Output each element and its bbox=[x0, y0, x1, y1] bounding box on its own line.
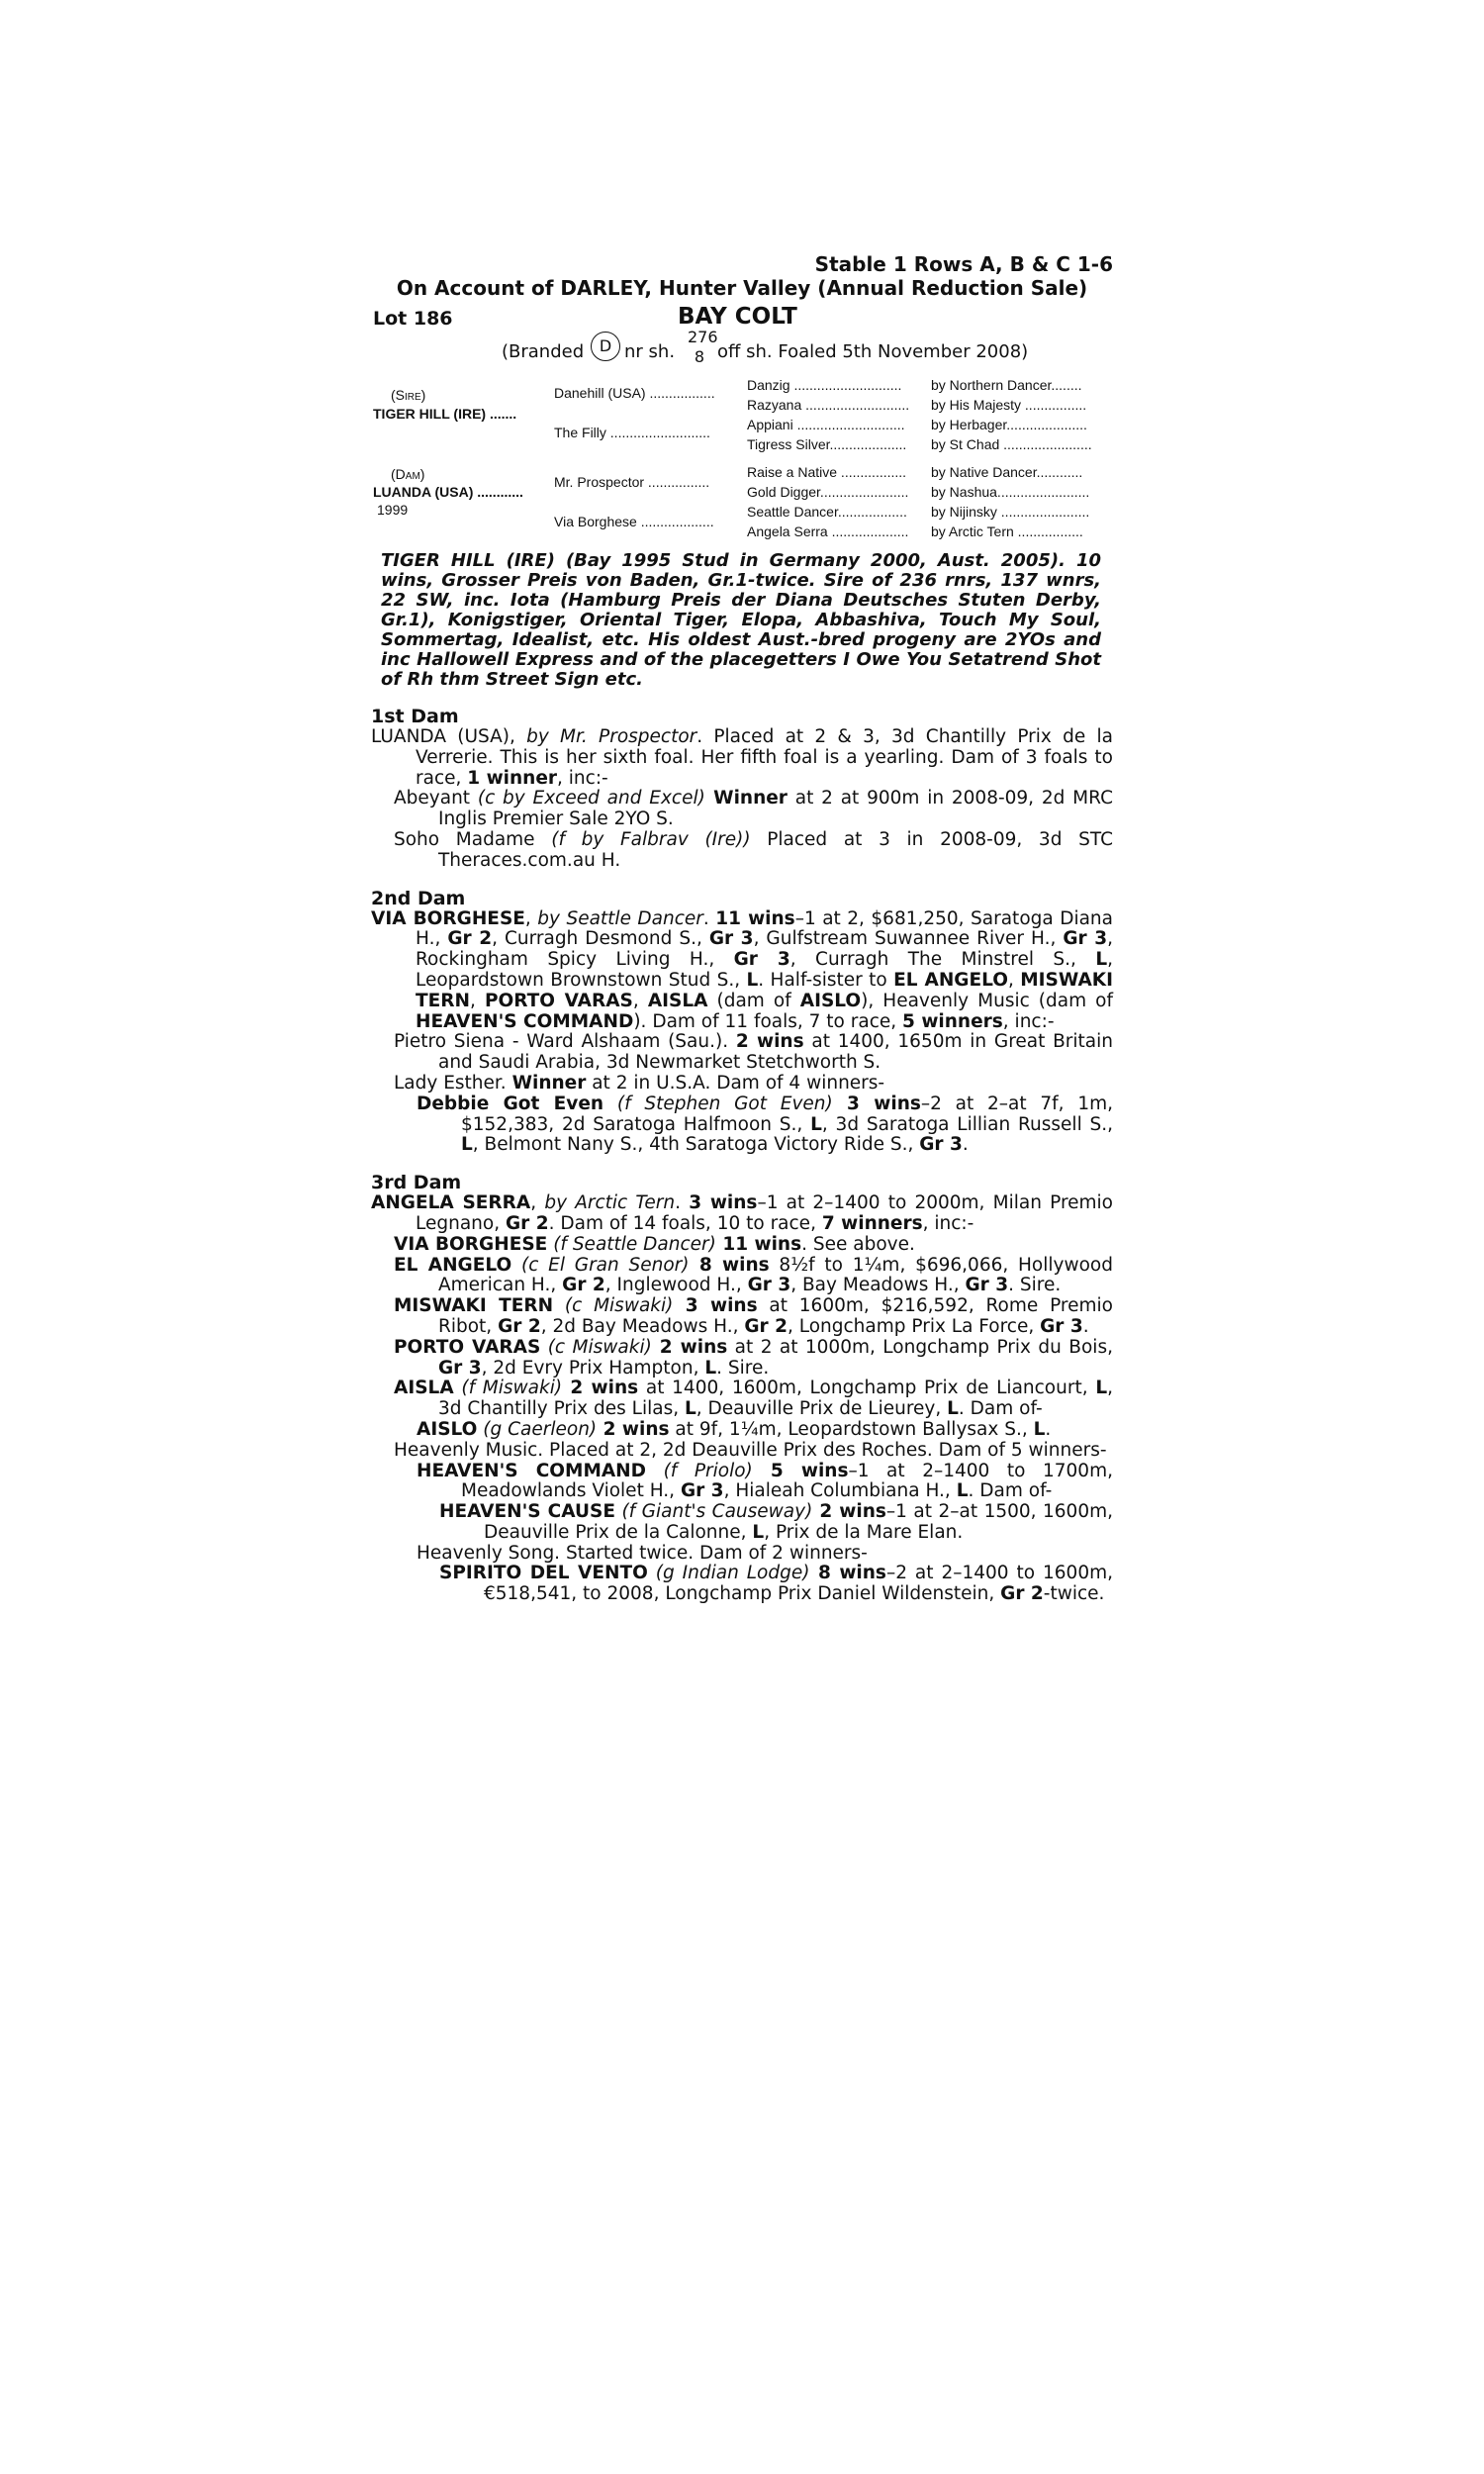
entry-text: . Placed at 2 & 3, 3d Chantilly Prix de la Verrerie. This is her sixth foal. Her fifth foal is a yearling. Dam of 3 foals to race, bbox=[416, 726, 1113, 789]
brand-line bbox=[371, 328, 1113, 373]
entry-text: Gr 3 bbox=[680, 1480, 724, 1502]
gen2-3: Mr. Prospector ................ bbox=[554, 474, 710, 490]
pedigree-entry bbox=[371, 1544, 1113, 1565]
entry-text: (f Priolo) bbox=[663, 1460, 753, 1481]
entry-text: 8 wins bbox=[689, 1254, 770, 1276]
entry-text: -twice. bbox=[1043, 1583, 1105, 1605]
entry-text: 3 wins bbox=[689, 1192, 758, 1214]
entry-text: (f by Falbrav (Ire)) bbox=[551, 828, 751, 850]
entry-text: 2 wins bbox=[812, 1501, 886, 1523]
entry-text bbox=[648, 1563, 656, 1583]
gen4-4: by St Chad ....................... bbox=[931, 436, 1092, 452]
entry-text: , Longchamp Prix La Force, bbox=[787, 1315, 1041, 1337]
pedigree-entry bbox=[371, 1193, 1113, 1235]
entry-text: , bbox=[1007, 969, 1021, 991]
entry-text: Gr 2 bbox=[562, 1275, 605, 1296]
entry-text: , bbox=[524, 907, 538, 929]
section-heading: 2nd Dam bbox=[371, 887, 466, 909]
entry-text: . See above. bbox=[801, 1233, 915, 1255]
entry-text: VIA BORGHESE bbox=[394, 1233, 548, 1255]
entry-text: L bbox=[461, 1134, 473, 1156]
entry-text: at 2 in U.S.A. Dam of 4 winners- bbox=[586, 1072, 885, 1094]
entry-text: 8 wins bbox=[809, 1563, 886, 1584]
entry-text: Gr 3 bbox=[708, 928, 754, 950]
brand-number-top: 276 bbox=[688, 328, 718, 346]
entry-text: at 9f, 1¼m, Leopardstown Ballysax S., bbox=[669, 1418, 1034, 1440]
catalogue-page bbox=[371, 252, 1113, 1605]
gen4-7: by Nijinsky ....................... bbox=[931, 504, 1090, 520]
entry-text: (g Indian Lodge) bbox=[655, 1563, 810, 1584]
entry-text: ), Heavenly Music (dam of bbox=[861, 990, 1114, 1011]
entry-text: AISLA bbox=[394, 1378, 454, 1399]
entry-text: , inc:- bbox=[922, 1212, 974, 1234]
sire-summary: TIGER HILL (IRE) (Bay 1995 Stud in Germany 2000, Aust. 2005). 10 wins, Grosser Preis von Baden, Gr.1-twice. Sire of 236 rnrs, 137 wnrs, 22 SW, inc. Iota (Hamburg Preis der Diana Deutsches Stuten Derby, Gr.1), Konigstiger, Oriental Tiger, Elopa, Abbashiva, Touch My Soul, Sommertag, Idealist, etc. His oldest Aust.-bred progeny are 2YOs and inc Hallowell Express and of the placegetters I Owe You Setatrend Shot of Rh thm Street Sign etc. bbox=[381, 550, 1101, 690]
entry-text bbox=[553, 1295, 565, 1316]
entry-text: . Sire. bbox=[1008, 1275, 1062, 1296]
entry-text: Gr 3 bbox=[965, 1275, 1009, 1296]
lot-number: Lot 186 bbox=[373, 308, 453, 330]
pedigree-entry bbox=[371, 909, 1113, 1033]
entry-text: , Belmont Nany S., 4th Saratoga Victory Ride S., bbox=[472, 1134, 920, 1156]
gen3-5: Raise a Native ................. bbox=[747, 464, 907, 480]
gen3-1: Danzig ............................ bbox=[747, 377, 902, 393]
entry-text: , Inglewood H., bbox=[604, 1275, 748, 1296]
entry-text: 8½f to 1¼m, $696,066, Hollywood American H., bbox=[438, 1254, 1113, 1296]
pedigree-entry bbox=[371, 1420, 1113, 1441]
entry-text: , 3d Saratoga Lillian Russell S., bbox=[821, 1113, 1113, 1135]
vendor-line: On Account of DARLEY, Hunter Valley (Annual Reduction Sale) bbox=[396, 276, 1088, 300]
entry-text: EL ANGELO bbox=[893, 969, 1008, 991]
pedigree-entry bbox=[371, 1338, 1113, 1380]
entry-text: ). Dam of 11 foals, 7 to race, bbox=[633, 1010, 903, 1032]
entry-text: , Bay Meadows H., bbox=[790, 1275, 966, 1296]
entry-text: PORTO VARAS bbox=[484, 990, 633, 1011]
dam-name: LUANDA (USA) ............ bbox=[373, 484, 523, 500]
pedigree-entry bbox=[371, 1441, 1113, 1462]
entry-text: by Mr. Prospector bbox=[526, 726, 697, 747]
entry-text: L bbox=[1095, 949, 1108, 971]
pedigree-table bbox=[371, 373, 1113, 541]
gen2-4: Via Borghese ................... bbox=[554, 514, 714, 529]
entry-text: (dam of bbox=[707, 990, 800, 1011]
entry-text: Heavenly Music. Placed at 2, 2d Deauville Prix des Roches. Dam of 5 winners- bbox=[394, 1439, 1107, 1461]
gen4-5: by Native Dancer............ bbox=[931, 464, 1083, 480]
pedigree-entry bbox=[371, 1379, 1113, 1420]
entry-text: L bbox=[1033, 1418, 1046, 1440]
entry-text: , Prix de la Mare Elan. bbox=[764, 1521, 964, 1543]
pedigree-entry bbox=[371, 1296, 1113, 1338]
entry-text: , 3d Chantilly Prix des Lilas, bbox=[438, 1378, 1113, 1420]
entry-text: , bbox=[470, 990, 485, 1011]
entry-text: , bbox=[530, 1192, 545, 1214]
entry-text: , bbox=[632, 990, 648, 1011]
entry-text: 5 winners bbox=[902, 1010, 1003, 1032]
gen4-3: by Herbager..................... bbox=[931, 417, 1087, 432]
gen3-2: Razyana ........................... bbox=[747, 397, 910, 413]
entry-text: Lady Esther. bbox=[394, 1072, 512, 1094]
stable-location: Stable 1 Rows A, B & C 1-6 bbox=[814, 252, 1113, 276]
brand-number bbox=[688, 328, 718, 367]
lot-row bbox=[371, 304, 1113, 332]
entry-text: (c by Exceed and Excel) bbox=[477, 788, 705, 809]
entry-text: (c Miswaki) bbox=[547, 1336, 652, 1358]
entry-text: , inc:- bbox=[557, 767, 608, 789]
entry-text: at 2 at 1000m, Longchamp Prix du Bois, bbox=[727, 1336, 1113, 1358]
entry-text: –1 at 2–1400 to 1700m, Meadowlands Violet H., bbox=[461, 1460, 1113, 1502]
gen4-6: by Nashua........................ bbox=[931, 484, 1090, 500]
entry-text: , Curragh The Minstrel S., bbox=[789, 949, 1096, 971]
entry-text: Soho Madame bbox=[394, 828, 552, 850]
pedigree-entry bbox=[371, 1462, 1113, 1503]
brand-suffix: off sh. Foaled 5th November 2008) bbox=[717, 341, 1029, 362]
entry-text: 2 wins bbox=[597, 1418, 670, 1440]
entry-text: 7 winners bbox=[821, 1212, 923, 1234]
gen3-4: Tigress Silver.................... bbox=[747, 436, 907, 452]
entry-text: . Dam of 14 foals, 10 to race, bbox=[548, 1212, 822, 1234]
entry-text: 11 wins bbox=[715, 1233, 802, 1255]
gen4-2: by His Majesty ................ bbox=[931, 397, 1087, 413]
entry-text: , 2d Bay Meadows H., bbox=[540, 1315, 745, 1337]
entry-text: Heavenly Song. Started twice. Dam of 2 winners- bbox=[417, 1542, 868, 1564]
entry-text: (g Caerleon) bbox=[483, 1418, 598, 1440]
entry-text: SPIRITO DEL VENTO bbox=[439, 1563, 648, 1584]
entry-text bbox=[511, 1255, 521, 1276]
entry-text: . Sire. bbox=[716, 1357, 770, 1379]
entry-text: , Curragh Desmond S., bbox=[492, 928, 709, 950]
gen4-1: by Northern Dancer........ bbox=[931, 377, 1082, 393]
entry-text: AISLO bbox=[417, 1418, 478, 1440]
entry-text: . bbox=[1082, 1315, 1089, 1337]
pedigree-entry bbox=[371, 1502, 1113, 1544]
entry-text bbox=[540, 1337, 547, 1358]
entry-text: L bbox=[1095, 1378, 1108, 1399]
entry-text: AISLO bbox=[799, 990, 862, 1011]
entry-text: L bbox=[684, 1398, 696, 1420]
pedigree-entry bbox=[371, 1094, 1113, 1156]
entry-text: , Gulfstream Suwannee River H., bbox=[753, 928, 1064, 950]
entry-text: MISWAKI TERN bbox=[394, 1295, 554, 1317]
entry-text: at 1400, 1600m, Longchamp Prix de Liancourt, bbox=[638, 1378, 1096, 1399]
entry-text: (c Miswaki) bbox=[564, 1295, 674, 1317]
brand-mid: nr sh. bbox=[624, 341, 676, 362]
entry-text: EL ANGELO bbox=[394, 1254, 512, 1276]
pedigree-entry bbox=[371, 1032, 1113, 1074]
entry-text: L bbox=[746, 969, 759, 991]
entry-text: . bbox=[702, 907, 716, 929]
entry-text: L bbox=[810, 1113, 822, 1135]
gen2-2: The Filly .......................... bbox=[554, 425, 710, 440]
entry-text: MISWAKI TERN bbox=[416, 969, 1113, 1011]
entry-text: LUANDA (USA), bbox=[371, 726, 527, 747]
dam-label: (Dam) bbox=[391, 466, 425, 482]
entry-text: , Deauville Prix de Lieurey, bbox=[696, 1398, 948, 1420]
entry-text: . Half-sister to bbox=[758, 969, 894, 991]
dam-year: 1999 bbox=[377, 502, 409, 518]
entry-text: PORTO VARAS bbox=[394, 1336, 541, 1358]
gen3-7: Seattle Dancer.................. bbox=[747, 504, 907, 520]
entry-text: (f Giant's Causeway) bbox=[621, 1501, 813, 1523]
entry-text: HEAVEN'S CAUSE bbox=[439, 1501, 615, 1523]
section-heading: 3rd Dam bbox=[371, 1172, 462, 1194]
entry-text: , Leopardstown Brownstown Stud S., bbox=[416, 949, 1113, 991]
pedigree-entry bbox=[371, 789, 1113, 830]
gen4-8: by Arctic Tern ................. bbox=[931, 523, 1083, 539]
entry-text: HEAVEN'S COMMAND bbox=[417, 1460, 647, 1481]
entry-text: at 1600m, $216,592, Rome Premio Ribot, bbox=[438, 1295, 1113, 1337]
entry-text: . bbox=[1045, 1418, 1052, 1440]
entry-text: . Dam of- bbox=[968, 1480, 1053, 1502]
pedigree-entry bbox=[371, 727, 1113, 789]
entry-text: Debbie Got Even bbox=[417, 1093, 604, 1114]
entry-text: AISLA bbox=[647, 990, 708, 1011]
entry-text: Gr 3 bbox=[1063, 928, 1108, 950]
brand-d-icon: D bbox=[591, 332, 620, 361]
entry-text: –1 at 2, $681,250, Saratoga Diana H., bbox=[416, 907, 1113, 950]
lot-type: BAY COLT bbox=[678, 304, 797, 330]
entry-text: (c El Gran Senor) bbox=[521, 1254, 690, 1276]
entry-text: 3 wins bbox=[832, 1093, 921, 1114]
pedigree-entry bbox=[371, 830, 1113, 872]
entry-text: , 2d Evry Prix Hampton, bbox=[481, 1357, 705, 1379]
pedigree-entry bbox=[371, 1074, 1113, 1094]
brand-number-bottom: 8 bbox=[694, 347, 705, 366]
entry-text: Gr 2 bbox=[744, 1315, 788, 1337]
entry-text: –1 at 2–1400 to 2000m, Milan Premio Legnano, bbox=[416, 1192, 1114, 1234]
entry-text: Gr 3 bbox=[919, 1134, 963, 1156]
entry-text bbox=[603, 1094, 617, 1114]
entry-text: 2 wins bbox=[651, 1336, 728, 1358]
entry-text: (f Seattle Dancer) bbox=[553, 1233, 716, 1255]
entry-text: at 1400, 1650m in Great Britain and Saudi Arabia, 3d Newmarket Stetchworth S. bbox=[438, 1031, 1113, 1074]
entry-text bbox=[646, 1461, 664, 1481]
entry-text: (f Miswaki) bbox=[461, 1378, 563, 1399]
entry-text: 3 wins bbox=[673, 1295, 758, 1317]
sire-label: (Sire) bbox=[391, 387, 426, 403]
entry-text: L bbox=[947, 1398, 959, 1420]
entry-text: (f Stephen Got Even) bbox=[616, 1093, 833, 1114]
entry-text: HEAVEN'S COMMAND bbox=[416, 1010, 634, 1032]
entry-text: Gr 2 bbox=[1000, 1583, 1044, 1605]
entry-text: Winner bbox=[704, 788, 788, 809]
entry-text: L bbox=[956, 1480, 969, 1502]
sire-name: TIGER HILL (IRE) ....... bbox=[373, 406, 517, 422]
entry-text: Gr 2 bbox=[447, 928, 493, 950]
entry-text: by Seattle Dancer bbox=[537, 907, 703, 929]
entry-text: . Dam of- bbox=[958, 1398, 1043, 1420]
entry-text: –1 at 2–at 1500, 1600m, Deauville Prix de la Calonne, bbox=[484, 1501, 1113, 1543]
section-heading: 1st Dam bbox=[371, 706, 459, 727]
entry-text: 2 wins bbox=[562, 1378, 639, 1399]
entry-text: Gr 3 bbox=[1040, 1315, 1083, 1337]
entry-text: Gr 3 bbox=[438, 1357, 482, 1379]
entry-text: . bbox=[962, 1134, 969, 1156]
entry-text: , Hialeah Columbiana H., bbox=[723, 1480, 957, 1502]
entry-text: Abeyant bbox=[394, 788, 478, 809]
entry-text: L bbox=[752, 1521, 765, 1543]
entry-text: . bbox=[675, 1192, 690, 1214]
brand-prefix: (Branded bbox=[502, 341, 585, 362]
entry-text: L bbox=[704, 1357, 717, 1379]
pedigree-entry bbox=[371, 1235, 1113, 1256]
family-sections bbox=[371, 706, 1113, 1605]
entry-text: –2 at 2–1400 to 1600m, €518,541, to 2008, Longchamp Prix Daniel Wildenstein, bbox=[484, 1563, 1113, 1605]
entry-text: at 2 at 900m in 2008-09, 2d MRC Inglis Premier Sale 2YO S. bbox=[438, 788, 1113, 830]
gen2-1: Danehill (USA) ................. bbox=[554, 385, 715, 401]
entry-text: 5 wins bbox=[752, 1460, 849, 1481]
entry-text: Winner bbox=[511, 1072, 587, 1094]
gen3-3: Appiani ............................ bbox=[747, 417, 905, 432]
gen3-8: Angela Serra .................... bbox=[747, 523, 909, 539]
entry-text: 11 wins bbox=[715, 907, 795, 929]
entry-text: Gr 2 bbox=[505, 1212, 549, 1234]
entry-text: Pietro Siena - Ward Alshaam (Sau.). bbox=[394, 1031, 736, 1053]
entry-text: Gr 3 bbox=[733, 949, 790, 971]
gen3-6: Gold Digger....................... bbox=[747, 484, 909, 500]
entry-text: Placed at 3 in 2008-09, 3d STC Theraces.com.au H. bbox=[438, 828, 1113, 871]
entry-text: ANGELA SERRA bbox=[371, 1192, 531, 1214]
entry-text: , Rockingham Spicy Living H., bbox=[416, 928, 1113, 971]
entry-text: 2 wins bbox=[735, 1031, 804, 1053]
entry-text: by Arctic Tern bbox=[544, 1192, 676, 1214]
entry-text: , inc:- bbox=[1002, 1010, 1055, 1032]
pedigree-entry bbox=[371, 1564, 1113, 1605]
entry-text: 1 winner bbox=[467, 767, 558, 789]
pedigree-entry bbox=[371, 1256, 1113, 1297]
entry-text: VIA BORGHESE bbox=[371, 907, 525, 929]
entry-text: Gr 2 bbox=[498, 1315, 541, 1337]
entry-text: Gr 3 bbox=[747, 1275, 791, 1296]
entry-text: –2 at 2–at 7f, 1m, $152,383, 2d Saratoga Halfmoon S., bbox=[461, 1093, 1113, 1135]
